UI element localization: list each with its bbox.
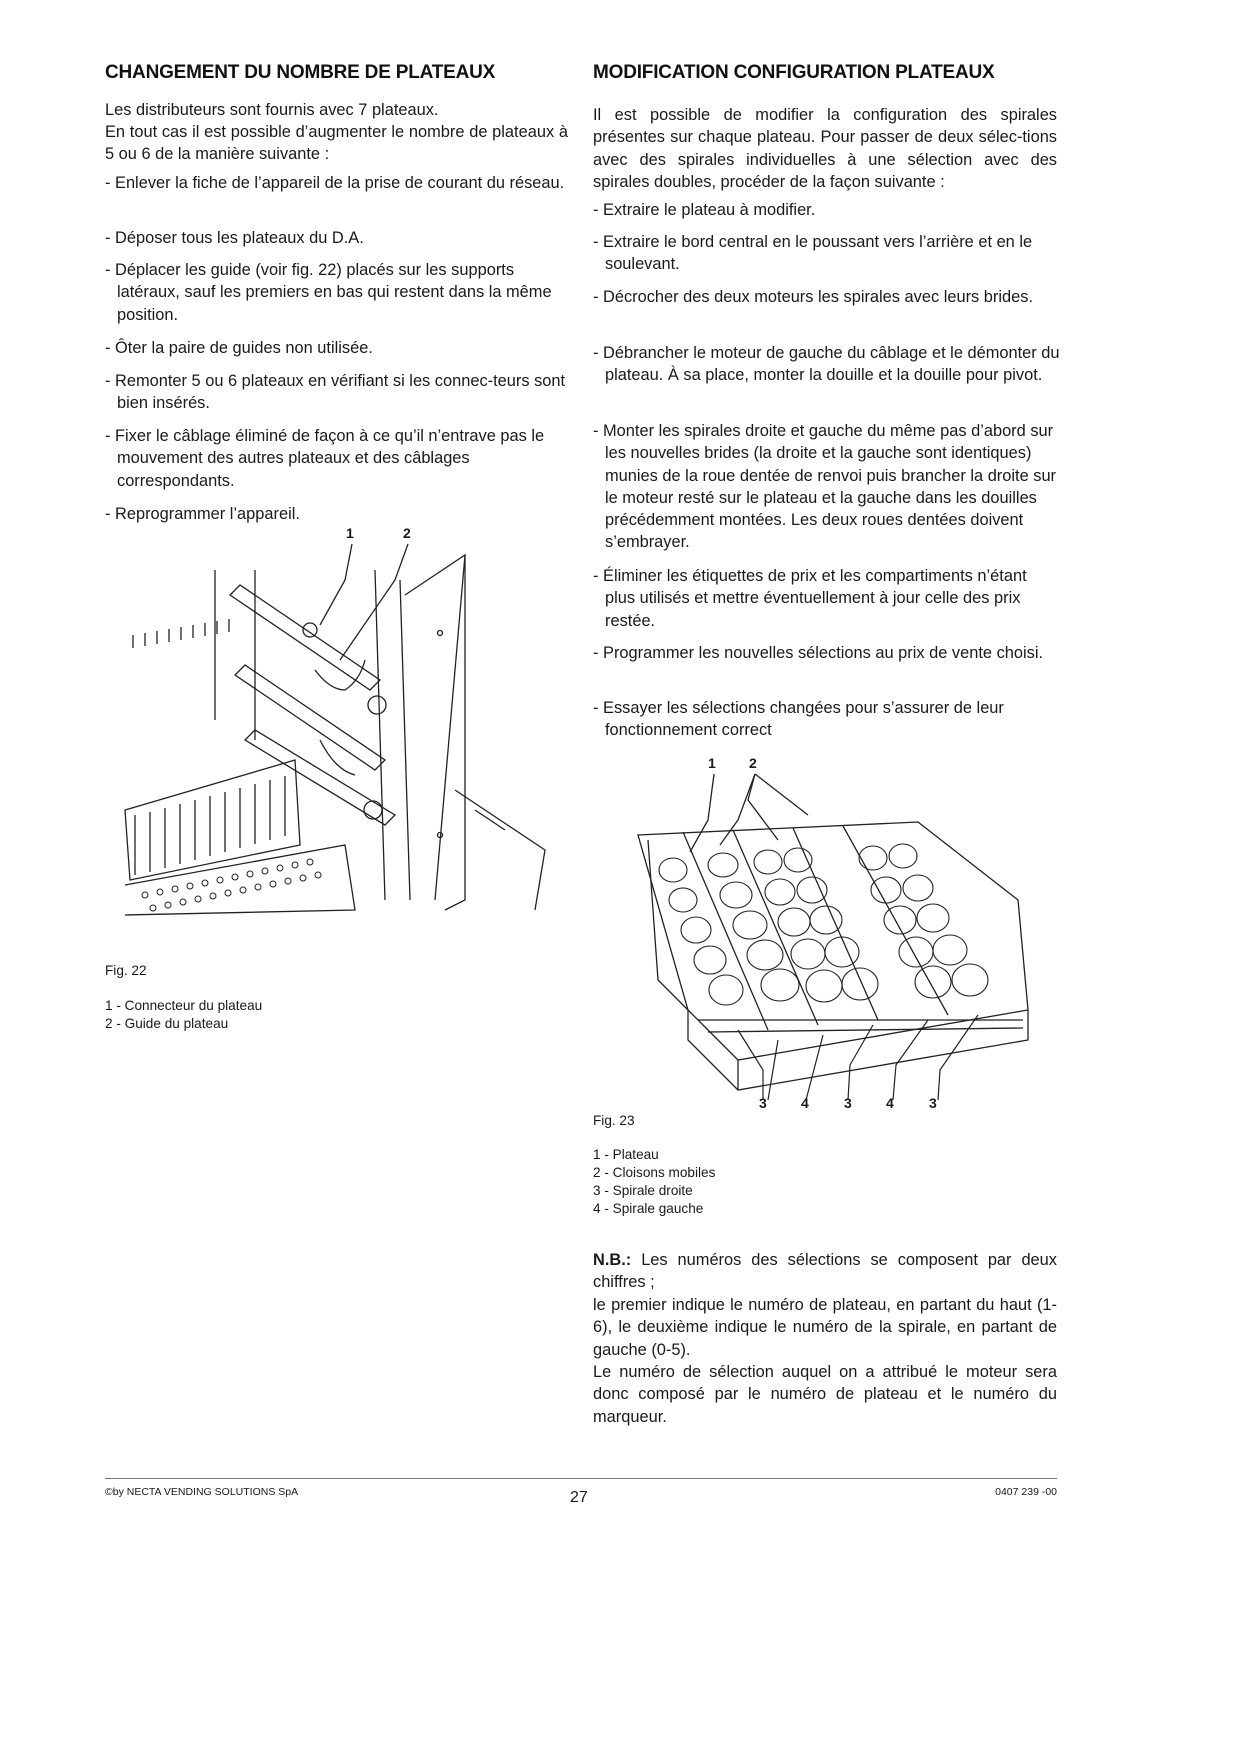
left-section-title: CHANGEMENT DU NOMBRE DE PLATEAUX [105, 62, 496, 83]
note-line-3: Le numéro de sélection auquel on a attribué le moteur sera donc composé par le numéro de plateau et le numéro du marqueur. [593, 1363, 1057, 1426]
right-intro: Il est possible de modifier la configuration des spirales présentes sur chaque plateau. Pour passer de deux sélec-tions avec des spirales individuelles à une sélection avec des spirales doubles, procéder de la façon suivante : [593, 106, 1057, 191]
fig23-legend-1: 1 - Plateau [593, 1147, 659, 1162]
right-step-5: - Monter les spirales droite et gauche du même pas d’abord sur les nouvelles brides (la droite et la gauche sont identiques) munies de la roue dentée de renvoi puis brancher la droite sur le moteur resté sur le plateau et la gauche dans les douilles précédemment montées. Les deux roues dentées doivent s’embrayer. [593, 422, 1057, 552]
note-line-2: le premier indique le numéro de plateau, en partant du haut (1-6), le deuxième indique le numéro de la spirale, en partant de gauche (0-5). [593, 1296, 1057, 1359]
fig23-legend-4: 4 - Spirale gauche [593, 1201, 704, 1216]
left-intro-1: Les distributeurs sont fournis avec 7 plateaux. [105, 101, 439, 119]
footer-divider [105, 1478, 1057, 1479]
fig22-callout-2: 2 [403, 525, 411, 541]
fig23-label: Fig. 23 [593, 1113, 635, 1128]
left-step-1: - Enlever la fiche de l’appareil de la prise de courant du réseau. [105, 174, 565, 192]
fig22-illustration [115, 540, 555, 920]
right-step-1: - Extraire le plateau à modifier. [593, 201, 816, 219]
fig23-callout-2: 2 [749, 755, 757, 771]
right-step-7: - Programmer les nouvelles sélections au prix de vente choisi. [593, 644, 1044, 662]
right-step-3: - Décrocher des deux moteurs les spirales avec leurs brides. [593, 288, 1034, 306]
left-step-2: - Déposer tous les plateaux du D.A. [105, 229, 364, 247]
left-step-7: - Reprogrammer l’appareil. [105, 505, 300, 523]
left-step-5: - Remonter 5 ou 6 plateaux en vérifiant si les connec-teurs sont bien insérés. [105, 372, 566, 413]
right-section-title: MODIFICATION CONFIGURATION PLATEAUX [593, 62, 995, 83]
fig22-legend-1: 1 - Connecteur du plateau [105, 998, 263, 1013]
note-line-1: Les numéros des sélections se composent par deux chiffres ; [593, 1251, 1057, 1292]
note-paragraph [593, 1249, 1057, 1294]
left-step-6: - Fixer le câblage éliminé de façon à ce qu’il n’entrave pas le mouvement des autres plateaux et des câblages correspondants. [105, 427, 545, 490]
fig23-callout-1: 1 [708, 755, 716, 771]
right-step-2: - Extraire le bord central en le poussant vers l’arrière et en le soulevant. [593, 233, 1033, 274]
left-step-4: - Ôter la paire de guides non utilisée. [105, 339, 373, 357]
fig23-callout-3b: 3 [844, 1095, 852, 1111]
right-step-8: - Essayer les sélections changées pour s’assurer de leur fonctionnement correct [593, 699, 1004, 740]
fig23-callout-4b: 4 [886, 1095, 894, 1111]
page-number: 27 [570, 1489, 588, 1506]
fig22-callout-1: 1 [346, 525, 354, 541]
fig23-illustration [628, 770, 1048, 1100]
left-intro-2: En tout cas il est possible d’augmenter le nombre de plateaux à 5 ou 6 de la manière suivante : [105, 123, 568, 164]
fig22-legend-2: 2 - Guide du plateau [105, 1016, 229, 1031]
fig23-callout-4a: 4 [801, 1095, 809, 1111]
fig23-callout-3c: 3 [929, 1095, 937, 1111]
left-step-3: - Déplacer les guide (voir fig. 22) placés sur les supports latéraux, sauf les premiers en bas qui restent dans la même position. [105, 261, 552, 324]
fig23-legend-2: 2 - Cloisons mobiles [593, 1165, 716, 1180]
note-prefix: N.B.: [593, 1251, 632, 1269]
fig23-callout-3a: 3 [759, 1095, 767, 1111]
fig23-legend-3: 3 - Spirale droite [593, 1183, 693, 1198]
right-step-4: - Débrancher le moteur de gauche du câblage et le démonter du plateau. À sa place, monter la douille et la douille pour pivot. [593, 344, 1060, 385]
document-code: 0407 239 -00 [995, 1486, 1057, 1498]
footer-copyright: ©by NECTA VENDING SOLUTIONS SpA [105, 1486, 299, 1498]
right-step-6: - Éliminer les étiquettes de prix et les compartiments n’étant plus utilisés et mettre éventuellement à jour celle des prix restée. [593, 567, 1027, 630]
fig22-label: Fig. 22 [105, 963, 147, 978]
